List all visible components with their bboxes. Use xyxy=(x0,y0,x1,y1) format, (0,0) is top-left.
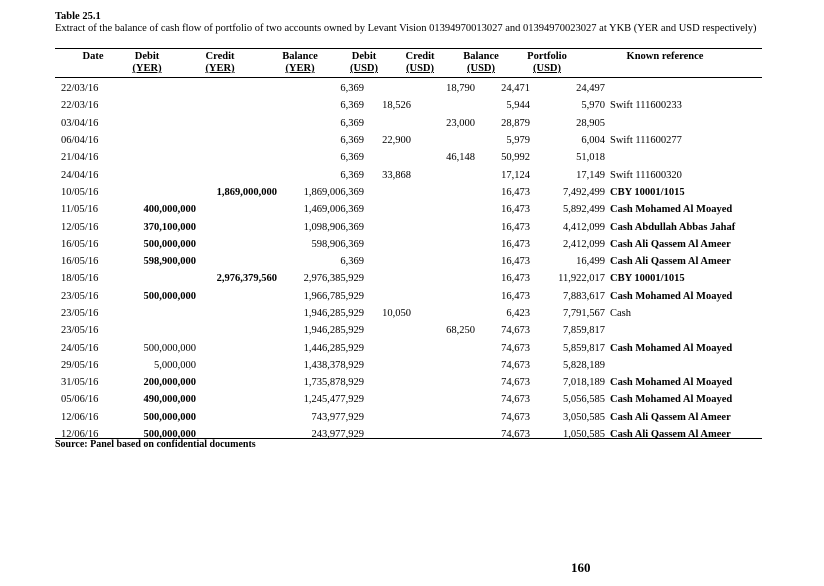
header-bottom-rule xyxy=(55,77,762,78)
cell-debit-yer: 500,000,000 xyxy=(143,290,196,302)
cell-portfolio-usd: 24,497 xyxy=(576,83,605,95)
cell-credit-yer xyxy=(196,132,277,149)
cell-balance-yer: 6,369 xyxy=(340,100,364,112)
cell-credit-usd xyxy=(411,97,475,114)
cell-known-reference: Cash Mohamed Al Moayed xyxy=(610,342,733,354)
table-row xyxy=(55,80,780,97)
cell-credit-yer xyxy=(196,357,277,374)
cell-portfolio-usd: 7,859,817 xyxy=(563,325,605,337)
cell-debit-usd xyxy=(364,184,411,201)
table-row xyxy=(55,391,780,408)
cell-debit-yer xyxy=(131,184,196,201)
cell-portfolio-usd: 1,050,585 xyxy=(563,429,605,441)
header-debit-usd-line1: Debit xyxy=(351,51,377,62)
header-debit-usd xyxy=(341,51,387,75)
cell-debit-usd xyxy=(364,218,411,235)
cell-portfolio-usd: 2,412,099 xyxy=(563,238,605,250)
cell-debit-usd xyxy=(364,236,411,253)
cell-balance-yer: 743,977,929 xyxy=(311,411,364,423)
cell-date: 23/05/16 xyxy=(61,308,99,319)
cell-portfolio-usd: 5,828,189 xyxy=(563,359,605,371)
cell-debit-yer xyxy=(131,166,196,183)
cell-known-reference: Cash Mohamed Al Moayed xyxy=(610,377,733,389)
cell-balance-yer: 1,946,285,929 xyxy=(303,308,364,319)
table-row xyxy=(55,132,780,149)
cell-credit-yer xyxy=(196,288,277,305)
cell-balance-yer: 6,369 xyxy=(340,256,364,268)
cell-balance-yer: 6,369 xyxy=(340,135,364,147)
cell-debit-usd: 18,526 xyxy=(382,100,411,112)
cell-credit-usd xyxy=(411,218,475,235)
header-portfolio-usd-line1: Portfolio xyxy=(527,51,567,62)
header-balance-yer xyxy=(268,51,332,75)
cell-known-reference: Cash Abdullah Abbas Jahaf xyxy=(610,221,736,233)
cell-debit-yer xyxy=(131,80,196,97)
cell-balance-usd: 16,473 xyxy=(501,238,530,250)
table-title: Table 25.1 xyxy=(55,11,101,22)
header-balance-usd-line2: (USD) xyxy=(467,63,495,74)
cell-debit-yer xyxy=(131,322,196,339)
table-row xyxy=(55,409,780,426)
cell-balance-usd: 16,473 xyxy=(501,273,530,285)
header-known-reference xyxy=(605,51,725,63)
cell-balance-usd: 74,673 xyxy=(501,411,530,423)
cell-portfolio-usd: 6,004 xyxy=(581,135,605,147)
cell-date: 23/05/16 xyxy=(61,325,99,337)
cell-date: 31/05/16 xyxy=(61,377,99,389)
cell-debit-yer: 500,000,000 xyxy=(143,429,196,441)
cell-date: 29/05/16 xyxy=(61,359,99,371)
cell-credit-usd xyxy=(411,374,475,391)
cell-balance-yer: 6,369 xyxy=(340,117,364,129)
header-credit-yer-line2: (YER) xyxy=(205,63,235,74)
cell-balance-usd: 74,673 xyxy=(501,325,530,337)
cell-date: 12/06/16 xyxy=(61,411,99,423)
cell-debit-yer: 490,000,000 xyxy=(143,394,196,406)
cell-credit-usd xyxy=(411,305,475,322)
cell-portfolio-usd: 28,905 xyxy=(576,117,605,129)
table-row xyxy=(55,149,780,166)
cell-balance-yer: 598,906,369 xyxy=(311,238,364,250)
cell-date: 23/05/16 xyxy=(61,290,99,302)
cell-balance-usd: 24,471 xyxy=(501,83,530,95)
source-note: Source: Panel based on confidential documents xyxy=(55,439,256,450)
cell-credit-usd xyxy=(411,288,475,305)
cell-debit-yer: 500,000,000 xyxy=(143,238,196,250)
table-row xyxy=(55,97,780,114)
cell-balance-yer: 6,369 xyxy=(340,83,364,95)
cell-debit-usd xyxy=(364,115,411,132)
cell-date: 22/03/16 xyxy=(61,100,99,112)
table-row xyxy=(55,115,780,132)
cell-debit-usd xyxy=(364,149,411,166)
cell-credit-usd xyxy=(411,409,475,426)
cell-credit-usd xyxy=(411,166,475,183)
cell-debit-usd: 33,868 xyxy=(382,169,411,181)
cell-balance-yer: 1,469,006,369 xyxy=(303,204,364,216)
cell-debit-yer: 598,900,000 xyxy=(143,256,196,268)
table-row xyxy=(55,166,780,183)
table-row xyxy=(55,253,780,270)
cell-date: 16/05/16 xyxy=(61,256,99,268)
header-credit-yer-line1: Credit xyxy=(205,51,235,62)
cell-balance-usd: 17,124 xyxy=(501,169,530,181)
table-row xyxy=(55,218,780,235)
cell-debit-usd xyxy=(364,339,411,356)
cell-debit-usd xyxy=(364,201,411,218)
cash-flow-table xyxy=(55,80,780,443)
cell-balance-usd: 50,992 xyxy=(501,152,530,164)
cell-balance-usd: 74,673 xyxy=(501,359,530,371)
cell-credit-yer xyxy=(196,391,277,408)
cell-debit-yer xyxy=(131,305,196,322)
cell-balance-usd: 74,673 xyxy=(501,377,530,389)
header-balance-yer-line2: (YER) xyxy=(285,63,315,74)
cell-credit-yer xyxy=(196,166,277,183)
cell-portfolio-usd: 7,791,567 xyxy=(563,308,605,319)
header-credit-usd-line2: (USD) xyxy=(406,63,434,74)
cell-portfolio-usd: 16,499 xyxy=(576,256,605,268)
table-row xyxy=(55,305,780,322)
cell-balance-yer: 243,977,929 xyxy=(311,429,364,441)
cell-balance-usd: 5,944 xyxy=(506,100,530,112)
header-debit-yer xyxy=(117,51,177,75)
cell-credit-usd: 18,790 xyxy=(446,83,475,95)
cell-credit-yer xyxy=(196,218,277,235)
cell-credit-yer xyxy=(196,409,277,426)
cell-known-reference: CBY 10001/1015 xyxy=(610,186,685,198)
table-row xyxy=(55,270,780,287)
table-row xyxy=(55,184,780,201)
cell-debit-yer: 400,000,000 xyxy=(143,204,196,216)
cell-portfolio-usd: 51,018 xyxy=(576,152,605,164)
cell-debit-usd xyxy=(364,80,411,97)
header-credit-usd-line1: Credit xyxy=(405,51,435,62)
cell-credit-usd: 68,250 xyxy=(446,325,475,337)
cell-credit-yer xyxy=(196,115,277,132)
cell-debit-usd: 22,900 xyxy=(382,135,411,147)
cell-balance-usd: 16,473 xyxy=(501,290,530,302)
cell-balance-yer: 1,869,006,369 xyxy=(303,186,364,198)
cell-debit-usd xyxy=(364,322,411,339)
header-portfolio-usd xyxy=(519,51,575,75)
cell-known-reference: Cash Ali Qassem Al Ameer xyxy=(610,411,731,423)
cell-credit-yer xyxy=(196,201,277,218)
cell-known-reference: Swift 111600277 xyxy=(610,135,682,147)
cell-credit-yer xyxy=(196,253,277,270)
cell-debit-yer: 200,000,000 xyxy=(143,377,196,389)
table-row xyxy=(55,288,780,305)
cell-credit-usd xyxy=(411,236,475,253)
cell-debit-yer: 500,000,000 xyxy=(143,411,196,423)
header-known-reference-label: Known reference xyxy=(626,51,704,62)
cell-debit-yer xyxy=(131,149,196,166)
cell-balance-usd: 5,979 xyxy=(506,135,530,147)
cell-date: 24/04/16 xyxy=(61,169,99,181)
cell-balance-usd: 74,673 xyxy=(501,342,530,354)
cell-date: 21/04/16 xyxy=(61,152,99,164)
cell-balance-yer: 1,946,285,929 xyxy=(303,325,364,337)
table-row xyxy=(55,374,780,391)
cell-credit-usd: 46,148 xyxy=(446,152,475,164)
cell-known-reference: Cash xyxy=(610,308,631,319)
cell-known-reference xyxy=(605,322,780,339)
cell-portfolio-usd: 17,149 xyxy=(576,169,605,181)
cell-balance-yer: 1,735,878,929 xyxy=(303,377,364,389)
cell-known-reference: Cash Mohamed Al Moayed xyxy=(610,204,733,216)
cell-credit-usd xyxy=(411,132,475,149)
cell-date: 22/03/16 xyxy=(61,83,99,95)
cell-portfolio-usd: 5,892,499 xyxy=(563,204,605,216)
cell-debit-yer xyxy=(131,132,196,149)
cell-date: 10/05/16 xyxy=(61,186,99,198)
cell-credit-usd xyxy=(411,391,475,408)
cell-credit-usd xyxy=(411,357,475,374)
cell-balance-yer: 2,976,385,929 xyxy=(303,273,364,285)
cell-date: 12/05/16 xyxy=(61,221,99,233)
header-credit-yer xyxy=(188,51,252,75)
cell-debit-yer: 500,000,000 xyxy=(143,342,196,354)
cell-credit-usd xyxy=(411,426,475,443)
header-balance-yer-line1: Balance xyxy=(282,51,318,62)
cell-known-reference: Cash Mohamed Al Moayed xyxy=(610,394,733,406)
cell-balance-yer: 1,966,785,929 xyxy=(303,290,364,302)
cell-debit-yer xyxy=(131,97,196,114)
cell-portfolio-usd: 11,922,017 xyxy=(558,273,605,285)
cell-portfolio-usd: 4,412,099 xyxy=(563,221,605,233)
cell-date: 03/04/16 xyxy=(61,117,99,129)
cell-balance-yer: 1,446,285,929 xyxy=(303,342,364,354)
cell-credit-yer: 1,869,000,000 xyxy=(216,186,277,198)
header-balance-usd-line1: Balance xyxy=(463,51,499,62)
cell-credit-yer xyxy=(196,97,277,114)
cell-debit-usd: 10,050 xyxy=(382,308,411,319)
cell-credit-yer: 2,976,379,560 xyxy=(216,273,277,285)
cell-date: 24/05/16 xyxy=(61,342,99,354)
header-date-label: Date xyxy=(82,51,104,62)
cell-balance-yer: 1,245,477,929 xyxy=(303,394,364,406)
table-row xyxy=(55,322,780,339)
cell-known-reference xyxy=(605,80,780,97)
cell-debit-yer xyxy=(131,270,196,287)
cell-balance-yer: 6,369 xyxy=(340,152,364,164)
cell-debit-usd xyxy=(364,426,411,443)
table-row xyxy=(55,201,780,218)
cell-known-reference: Cash Ali Qassem Al Ameer xyxy=(610,256,731,268)
cell-portfolio-usd: 7,492,499 xyxy=(563,186,605,198)
cell-credit-usd: 23,000 xyxy=(446,117,475,129)
cell-credit-usd xyxy=(411,184,475,201)
cell-known-reference: Swift 111600320 xyxy=(610,169,682,181)
cell-known-reference xyxy=(605,115,780,132)
cell-debit-usd xyxy=(364,409,411,426)
cell-date: 06/04/16 xyxy=(61,135,99,147)
cell-known-reference xyxy=(605,357,780,374)
page-number: 160 xyxy=(571,560,591,575)
cell-portfolio-usd: 5,859,817 xyxy=(563,342,605,354)
cell-balance-usd: 16,473 xyxy=(501,256,530,268)
cell-known-reference: Swift 111600233 xyxy=(610,100,682,112)
header-top-rule xyxy=(55,48,762,49)
cell-credit-yer xyxy=(196,339,277,356)
cell-credit-usd xyxy=(411,270,475,287)
cell-credit-usd xyxy=(411,339,475,356)
cell-portfolio-usd: 7,018,189 xyxy=(563,377,605,389)
cell-balance-usd: 28,879 xyxy=(501,117,530,129)
cell-date: 18/05/16 xyxy=(61,273,99,285)
header-balance-usd xyxy=(455,51,507,75)
cell-credit-usd xyxy=(411,253,475,270)
cell-debit-yer: 370,100,000 xyxy=(143,221,196,233)
cell-debit-usd xyxy=(364,374,411,391)
cell-portfolio-usd: 5,970 xyxy=(581,100,605,112)
cell-date: 16/05/16 xyxy=(61,238,99,250)
cell-balance-usd: 16,473 xyxy=(501,221,530,233)
cell-debit-usd xyxy=(364,357,411,374)
cell-known-reference: Cash Ali Qassem Al Ameer xyxy=(610,238,731,250)
cell-debit-usd xyxy=(364,270,411,287)
cell-portfolio-usd: 7,883,617 xyxy=(563,290,605,302)
header-debit-yer-line2: (YER) xyxy=(132,63,162,74)
cell-credit-yer xyxy=(196,322,277,339)
cell-debit-yer xyxy=(131,115,196,132)
cell-credit-yer xyxy=(196,149,277,166)
cell-credit-yer xyxy=(196,305,277,322)
cell-known-reference: CBY 10001/1015 xyxy=(610,273,685,285)
cell-balance-usd: 16,473 xyxy=(501,204,530,216)
cell-balance-usd: 16,473 xyxy=(501,186,530,198)
cell-date: 12/06/16 xyxy=(61,429,99,441)
cell-known-reference: Cash Ali Qassem Al Ameer xyxy=(610,429,731,441)
header-credit-usd xyxy=(396,51,444,75)
cell-credit-usd xyxy=(411,201,475,218)
cell-debit-usd xyxy=(364,288,411,305)
cell-debit-usd xyxy=(364,391,411,408)
cell-debit-yer: 5,000,000 xyxy=(154,359,196,371)
cell-date: 11/05/16 xyxy=(61,204,98,216)
header-debit-yer-line1: Debit xyxy=(134,51,160,62)
cell-credit-yer xyxy=(196,236,277,253)
table-row xyxy=(55,236,780,253)
table-row xyxy=(55,339,780,356)
table-caption: Extract of the balance of cash flow of portfolio of two accounts owned by Levant Vision 01394970013027 and 01394970023027 at YKB (YER and USD respectively) xyxy=(55,23,757,34)
cell-debit-usd xyxy=(364,253,411,270)
cell-balance-usd: 6,423 xyxy=(506,308,530,319)
cash-flow-table-body xyxy=(55,80,780,443)
cell-known-reference: Cash Mohamed Al Moayed xyxy=(610,290,733,302)
cell-balance-yer: 6,369 xyxy=(340,169,364,181)
header-portfolio-usd-line2: (USD) xyxy=(533,63,561,74)
cell-balance-yer: 1,438,378,929 xyxy=(303,359,364,371)
header-debit-usd-line2: (USD) xyxy=(350,63,378,74)
cell-date: 05/06/16 xyxy=(61,394,99,406)
cell-portfolio-usd: 3,050,585 xyxy=(563,411,605,423)
cell-balance-yer: 1,098,906,369 xyxy=(303,221,364,233)
table-row xyxy=(55,357,780,374)
cell-known-reference xyxy=(605,149,780,166)
cell-credit-yer xyxy=(196,80,277,97)
cell-balance-usd: 74,673 xyxy=(501,429,530,441)
cell-portfolio-usd: 5,056,585 xyxy=(563,394,605,406)
cell-credit-yer xyxy=(196,374,277,391)
cell-balance-usd: 74,673 xyxy=(501,394,530,406)
